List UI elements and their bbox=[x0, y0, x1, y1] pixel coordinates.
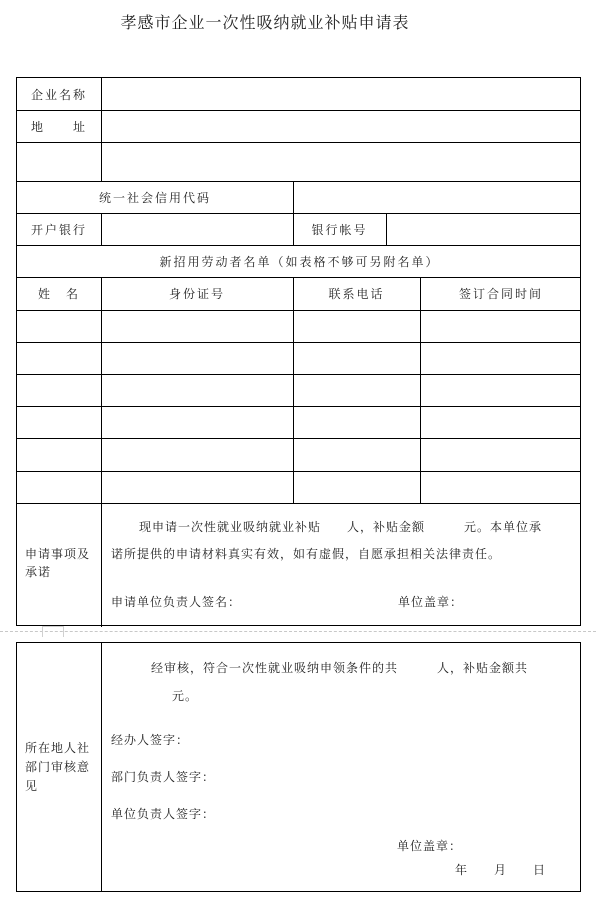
form-title: 孝感市企业一次性吸纳就业补贴申请表 bbox=[120, 13, 410, 32]
review-date: 年 月 日 bbox=[455, 863, 547, 877]
application-label-line2: 承诺 bbox=[25, 565, 52, 579]
application-text-line1: 现申请一次性就业吸纳就业补贴 人，补贴金额 元。本单位承 bbox=[139, 520, 543, 534]
review-text-line2: 元。 bbox=[172, 689, 199, 703]
credit-code-label: 统一社会信用代码 bbox=[98, 190, 211, 205]
review-seal-label: 单位盖章： bbox=[397, 839, 463, 853]
review-label-line1: 所在地人社 bbox=[25, 741, 91, 755]
roster-header: 新招用劳动者名单（如表格不够可另附名单） bbox=[159, 254, 440, 269]
dept-head-signature-label: 部门负责人签字： bbox=[111, 770, 216, 784]
col-divider bbox=[293, 277, 294, 503]
column-header-id-number: 身份证号 bbox=[168, 287, 225, 301]
review-label-line3: 见 bbox=[25, 779, 39, 793]
col-divider bbox=[101, 213, 102, 245]
page-break-marker bbox=[42, 626, 64, 637]
application-seal-label: 单位盖章： bbox=[398, 595, 464, 609]
col-divider bbox=[386, 213, 387, 245]
col-divider bbox=[420, 277, 421, 503]
application-text-line2: 诺所提供的申请材料真实有效，如有虚假，自愿承担相关法律责任。 bbox=[111, 547, 502, 561]
page-break-divider bbox=[0, 631, 596, 632]
col-divider bbox=[101, 503, 102, 627]
col-divider bbox=[101, 643, 102, 891]
account-label: 银行帐号 bbox=[311, 222, 368, 237]
bank-label: 开户银行 bbox=[30, 222, 87, 237]
column-header-name: 姓 名 bbox=[37, 287, 80, 301]
application-form bbox=[16, 77, 581, 626]
review-text-line1: 经审核，符合一次性就业吸纳申领条件的共 人，补贴金额共 bbox=[151, 661, 529, 675]
col-divider bbox=[293, 181, 294, 213]
column-header-phone: 联系电话 bbox=[328, 287, 385, 301]
unit-head-signature-label: 单位负责人签字： bbox=[111, 807, 216, 821]
review-label-line2: 部门审核意 bbox=[25, 760, 91, 774]
column-header-contract-date: 签订合同时间 bbox=[458, 287, 543, 301]
application-label-line1: 申请事项及 bbox=[25, 547, 91, 561]
col-divider bbox=[101, 78, 102, 181]
address-label: 地 址 bbox=[31, 119, 88, 134]
review-section bbox=[16, 642, 581, 892]
company-name-label: 企业名称 bbox=[31, 87, 88, 102]
applicant-signature-label: 申请单位负责人签名： bbox=[111, 595, 242, 609]
handler-signature-label: 经办人签字： bbox=[111, 733, 190, 747]
col-divider bbox=[101, 277, 102, 503]
